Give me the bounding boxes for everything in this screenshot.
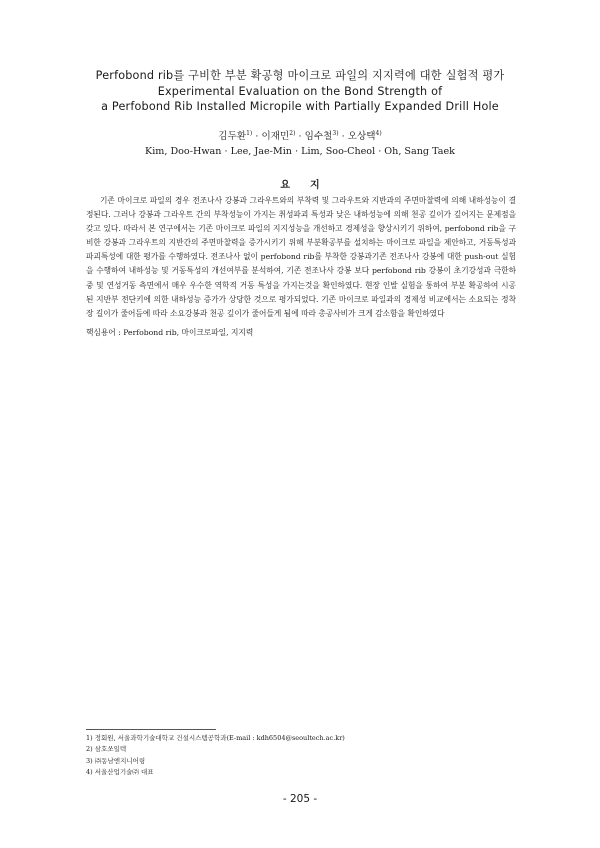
footnotes <box>86 733 516 779</box>
footnote-divider <box>86 729 216 730</box>
author-footnote-mark: 3) <box>332 130 339 137</box>
author-name: 이재민 <box>261 131 290 143</box>
keywords-value: Perfobond rib, 마이크로파일, 지지력 <box>123 328 254 337</box>
footnote-item: 3) ㈜동남엔지니어링 <box>86 756 146 765</box>
abstract-body: 기존 마이크로 파일의 경우 전조나사 강봉과 그라우트와의 부착력 및 그라우트와 지반과의 주면마찰력에 의해 내하성능이 결정된다. 그러나 강봉과 그라우트 간의 부착성능이 가지는 취성파괴 특성과 낮은 내하성능에 의해 천공 깊이가 깊어지는 문제점을 갖고 있다. 따라서 본 연구에서는 기존 마이크로 파일의 지지성능을 개선하고 경제성을 향상시키기 위하여, perfobond rib을 구비한 강봉과 그라우트의 지반간의 주면마찰력을 증가시키기 위해 부분확공부를 설치하는 마이크로 파일을 제안하고, 거동특성과 파괴특성에 대한 평가를 수행하였다. 전조나사 없이 perfobond rib를 부착한 강봉과기존 전조나사 강봉에 대한 push-out 실험을 수행하여 내하성능 및 거동특성의 개선여부를 분석하여, 기존 전조나사 강봉 보다 perfobond rib 강봉이 초기강성과 극한하중 및 연성거동 측면에서 매우 우수한 역학적 거동 특성을 가지는것을 확인하였다. 현장 인발 실험을 통하여 부분 확공하여 시공된 지반부 전단키에 의한 내하성능 증가가 상당한 것으로 평가되었다. 기존 마이크로 파일과의 경제성 비교에서는 소요되는 정착장 길이가 줄어듬에 따라 소요강봉과 천공 깊이가 줄어들게 됨에 따라 총공사비가 크게 감소함을 확인하였다 <box>86 196 516 318</box>
author-separator: · <box>252 131 262 143</box>
author-name: 김두환 <box>218 131 247 143</box>
author-block <box>40 126 560 159</box>
authors-korean <box>40 126 560 144</box>
footnote-item: 1) 정회원, 서울과학기술대학교 건설시스템공학과(E-mail : kdh6504@seoultech.ac.kr) <box>86 734 345 742</box>
author-footnote-mark: 1) <box>246 130 253 137</box>
keywords <box>86 326 516 340</box>
title-english-line-1: Experimental Evaluation on the Bond Strength of <box>157 84 443 98</box>
title-korean: Perfobond rib를 구비한 부분 확공형 마이크로 파일의 지지력에 대한 실험적 평가 <box>95 69 505 82</box>
author-footnote-mark: 4) <box>375 130 382 137</box>
author-separator: · <box>295 131 305 143</box>
abstract-heading: 요지 <box>280 180 340 191</box>
title-english-line-2: a Perfobond Rib Installed Micropile with Partially Expanded Drill Hole <box>101 100 499 113</box>
keywords-label: 핵심용어 : <box>86 328 124 337</box>
author-name: 임수철 <box>304 131 333 143</box>
footnote-item: 2) 삼호쏘일텍 <box>86 745 127 754</box>
author-separator: · <box>338 131 348 143</box>
paper-title <box>40 68 560 115</box>
footnote-item: 4) 서울산업기술㈜ 대표 <box>86 768 154 777</box>
author-footnote-mark: 2) <box>289 130 296 137</box>
author-name: 오상택 <box>347 131 376 143</box>
authors-english: Kim, Doo-Hwan · Lee, Jae-Min · Lim, Soo-Cheol · Oh, Sang Taek <box>145 146 455 158</box>
page-number: - 205 - <box>282 793 318 805</box>
